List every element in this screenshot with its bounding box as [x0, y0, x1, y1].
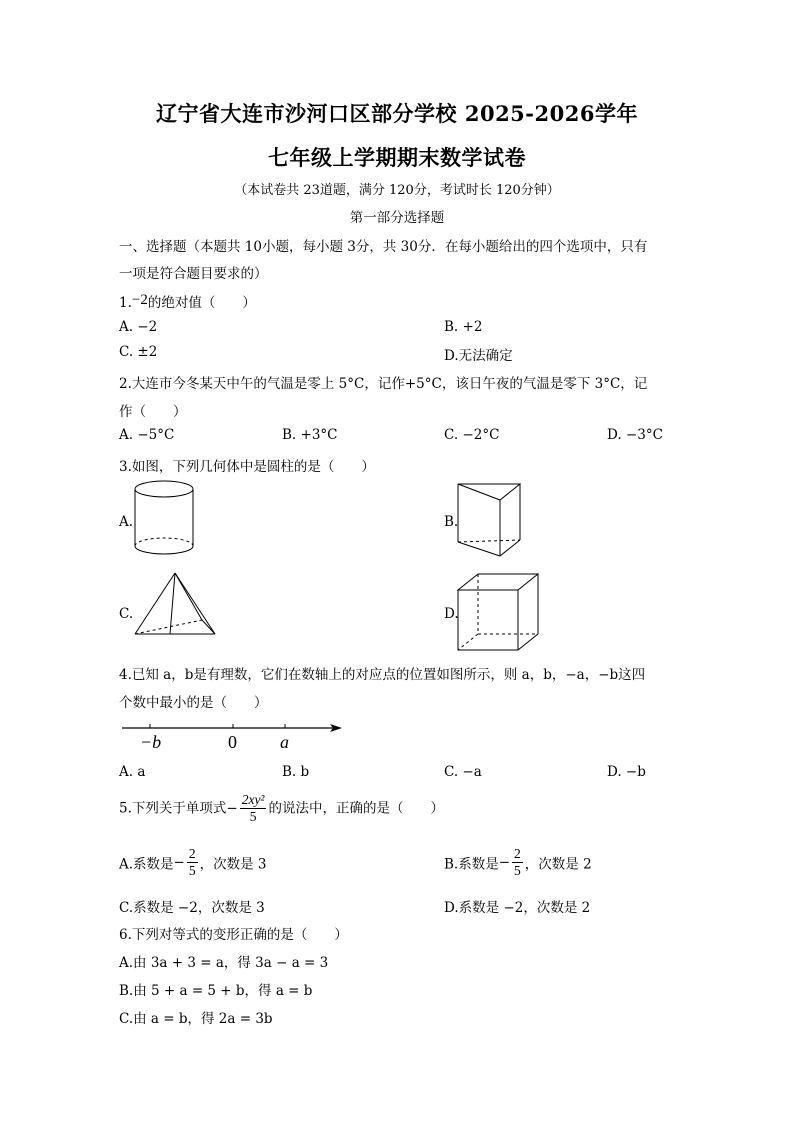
q5-option-d[interactable]: D.系数是 −2，次数是 2 — [444, 900, 591, 916]
q1-prefix: 1. — [119, 295, 132, 311]
q4-option-b[interactable]: B. b — [282, 764, 310, 780]
cube-figure[interactable] — [452, 568, 544, 658]
number-line-figure — [118, 715, 350, 757]
cylinder-figure[interactable] — [130, 478, 200, 568]
pyramid-figure[interactable] — [130, 568, 225, 650]
q5-denominator: 5 — [249, 809, 257, 824]
q4-option-c[interactable]: C. −a — [444, 764, 482, 780]
q5-option-b-prefix: B.系数是 — [444, 856, 499, 873]
q5-numerator: 2xy² — [241, 792, 265, 807]
q2-option-b[interactable]: B. +3°C — [282, 427, 338, 443]
exam-note: （本试卷共 23道题，满分 120分，考试时长 120分钟） — [234, 183, 560, 198]
q5-prefix: 5.下列关于单项式 — [119, 800, 227, 817]
q1-suffix: 的绝对值（ ） — [147, 295, 256, 311]
q5-option-b-denominator: 5 — [514, 863, 521, 878]
q5-stem — [119, 792, 444, 825]
part-title: 第一部分选择题 — [349, 210, 445, 226]
section-instruction-line2: 一项是符合题目要求的） — [119, 266, 268, 282]
exam-title-line1: 辽宁省大连市沙河口区部分学校 2025-2026学年 — [156, 101, 638, 126]
q6-stem: 6.下列对等式的变形正确的是（ ） — [119, 927, 348, 943]
q3-option-b-label[interactable]: B. — [444, 514, 459, 530]
q5-option-c[interactable]: C.系数是 −2，次数是 3 — [119, 900, 265, 916]
q1-expression: −2 — [131, 292, 148, 308]
q6-option-a[interactable]: A.由 3a + 3 = a，得 3a − a = 3 — [119, 955, 329, 971]
q5-fraction — [240, 792, 267, 825]
q1-option-c[interactable]: C. ±2 — [119, 344, 158, 360]
q4-option-d[interactable]: D. −b — [607, 764, 646, 780]
q3-stem: 3.如图，下列几何体中是圆柱的是（ ） — [119, 459, 375, 475]
q2-option-c[interactable]: C. −2°C — [444, 427, 500, 443]
label-neg-b: −b — [140, 732, 162, 752]
q4-stem-line1: 4.已知 a，b是有理数，它们在数轴上的对应点的位置如图所示，则 a，b，−a，−b这四 — [119, 667, 646, 683]
q5-minus: − — [226, 800, 238, 817]
q6-option-b[interactable]: B.由 5 + a = 5 + b，得 a = b — [119, 983, 313, 999]
triangular-prism-figure[interactable] — [452, 478, 527, 563]
q5-option-b-fraction — [512, 846, 523, 879]
q4-stem-line2: 个数中最小的是（ ） — [119, 695, 268, 711]
q5-suffix: 的说法中，正确的是（ ） — [268, 800, 444, 817]
label-zero: 0 — [228, 732, 237, 752]
q5-option-a-suffix: ，次数是 3 — [199, 856, 267, 873]
q4-option-a[interactable]: A. a — [119, 764, 146, 780]
q5-option-b-suffix: ，次数是 2 — [524, 856, 592, 873]
q5-option-a[interactable]: A.系数是− $\frac{2}{5}$ ，次数是 3 — [119, 846, 267, 878]
q1-option-a[interactable]: A. −2 — [119, 319, 158, 335]
q5-option-a-numerator: 2 — [188, 846, 196, 861]
q5-option-a-fraction — [187, 846, 198, 879]
label-a: a — [280, 732, 289, 752]
section-instruction-line1: 一、选择题（本题共 10小题，每小题 3分，共 30分．在每小题给出的四个选项中，只有 — [119, 239, 648, 255]
q5-option-b-numerator: 2 — [514, 846, 521, 861]
exam-title-line2: 七年级上学期期末数学试卷 — [268, 145, 526, 170]
q2-option-d[interactable]: D. −3°C — [607, 427, 663, 443]
q1-stem — [119, 291, 256, 312]
q6-option-c[interactable]: C.由 a = b，得 2a = 3b — [119, 1011, 273, 1027]
q2-option-a[interactable]: A. −5°C — [119, 427, 175, 443]
q5-option-a-denominator: 5 — [188, 863, 196, 878]
q3-option-d-label[interactable]: D. — [444, 606, 459, 622]
q1-option-d[interactable]: D.无法确定 — [444, 348, 513, 364]
q5-option-a-prefix: A.系数是 — [119, 856, 174, 873]
q1-option-b[interactable]: B. +2 — [444, 319, 483, 335]
q2-stem-line2: 作（ ） — [119, 404, 187, 420]
q3-option-a-label[interactable]: A. — [119, 514, 134, 530]
q3-option-c-label[interactable]: C. — [119, 606, 134, 622]
q2-stem-line1: 2.大连市今冬某天中午的气温是零上 5°C，记作+5°C，该日午夜的气温是零下 3°C，记 — [119, 376, 648, 392]
q5-option-b[interactable]: B.系数是− $\frac{2}{5}$ ，次数是 2 — [444, 846, 592, 878]
